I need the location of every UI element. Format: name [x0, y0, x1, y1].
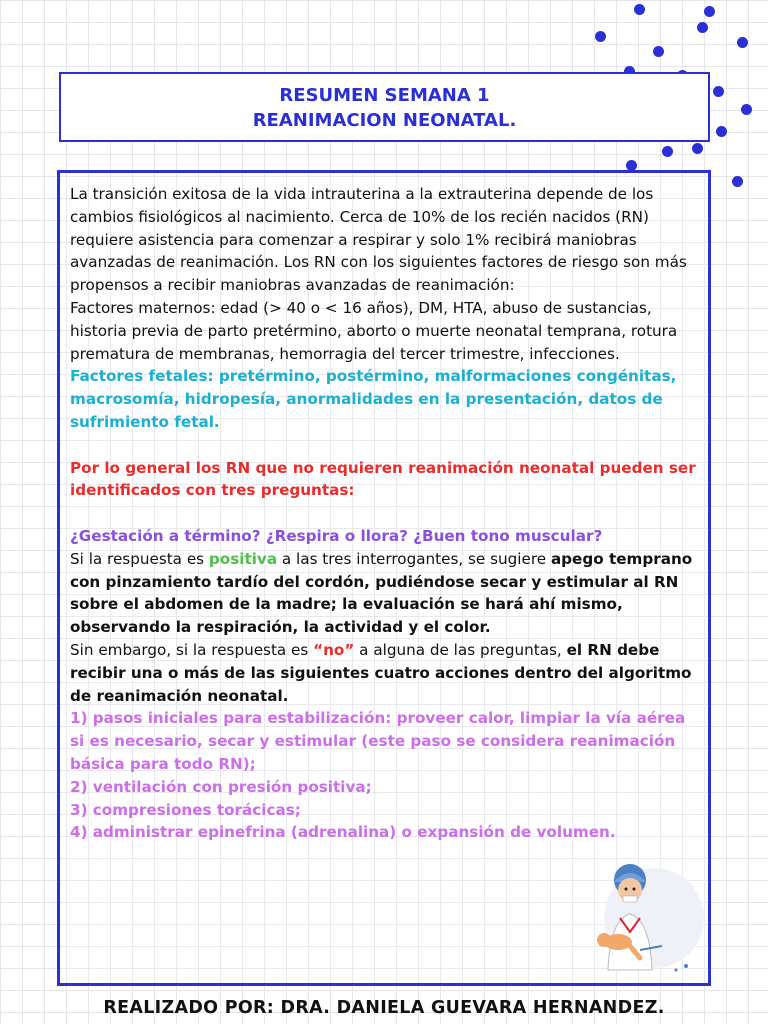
- decorative-dot: [737, 37, 748, 48]
- no-pre: Sin embargo, si la respuesta es: [70, 640, 314, 659]
- decorative-dot: [595, 31, 606, 42]
- title-box: [59, 72, 710, 142]
- general-statement: Por lo general los RN que no requieren reanimación neonatal pueden ser identificados con tres preguntas:: [70, 458, 696, 500]
- positive-mid: a las tres interrogantes, se sugiere: [277, 549, 551, 568]
- step-2: 2) ventilación con presión positiva;: [70, 777, 372, 796]
- decorative-dot: [741, 104, 752, 115]
- positive-word: positiva: [208, 549, 278, 568]
- doctor-with-baby-illustration: [590, 858, 706, 976]
- decorative-dot: [662, 146, 673, 157]
- no-recommendation: el RN debe recibir una o más de las siguientes cuatro acciones dentro del algoritmo de reanimación neonatal.: [70, 640, 692, 705]
- decorative-dot: [692, 143, 703, 154]
- decorative-dot: [716, 126, 727, 137]
- decorative-dot: [713, 86, 724, 97]
- positive-answer-paragraph: [70, 548, 702, 639]
- step-4: 4) administrar epinefrina (adrenalina) o expansión de volumen.: [70, 823, 616, 842]
- positive-pre: Si la respuesta es: [70, 549, 209, 568]
- author-footer: REALIZADO POR: DRA. DANIELA GUEVARA HERNANDEZ.: [103, 998, 665, 1018]
- no-word: “no”: [313, 640, 355, 659]
- key-questions: ¿Gestación a término? ¿Respira o llora? ¿Buen tono muscular?: [70, 526, 603, 545]
- decorative-dot: [704, 6, 715, 17]
- decorative-dot: [732, 176, 743, 187]
- positive-recommendation: apego temprano con pinzamiento tardío del cordón, pudiéndose secar y estimular al RN sobre el abdomen de la madre; la evaluación se hará ahí mismo, observando la respiración, la actividad y el color.: [70, 549, 693, 637]
- title-line-1: RESUMEN SEMANA 1: [279, 85, 490, 106]
- decorative-dot: [697, 22, 708, 33]
- decorative-dot: [634, 4, 645, 15]
- summary-content: [70, 183, 702, 844]
- negative-answer-paragraph: [70, 639, 702, 707]
- no-mid: a alguna de las preguntas,: [354, 640, 567, 659]
- step-1: 1) pasos iniciales para estabilización: proveer calor, limpiar la vía aérea si es necesario, secar y estimular (este paso se considera reanimación básica para todo RN);: [70, 709, 686, 773]
- maternal-factors: Factores maternos: edad (> 40 o < 16 años), DM, HTA, abuso de sustancias, historia previa de parto pretérmino, aborto o muerte neonatal temprana, rotura prematura de membranas, hemorragia del tercer trimestre, infecciones.: [70, 298, 678, 363]
- title-line-2: REANIMACION NEONATAL.: [252, 110, 517, 131]
- intro-paragraph: La transición exitosa de la vida intrauterina a la extrauterina depende de los cambios fisiológicos al nacimiento. Cerca de 10% de los recién nacidos (RN) requiere asistencia para comenzar a respirar y solo 1% recibirá maniobras avanzadas de reanimación. Los RN con los siguientes factores de riesgo son más propensos a recibir maniobras avanzadas de reanimación:: [70, 185, 687, 295]
- decorative-dot: [653, 46, 664, 57]
- step-3: 3) compresiones torácicas;: [70, 800, 301, 819]
- fetal-factors: Factores fetales: pretérmino, postérmino, malformaciones congénitas, macrosomía, hidropesía, anormalidades en la presentación, datos de sufrimiento fetal.: [70, 367, 677, 431]
